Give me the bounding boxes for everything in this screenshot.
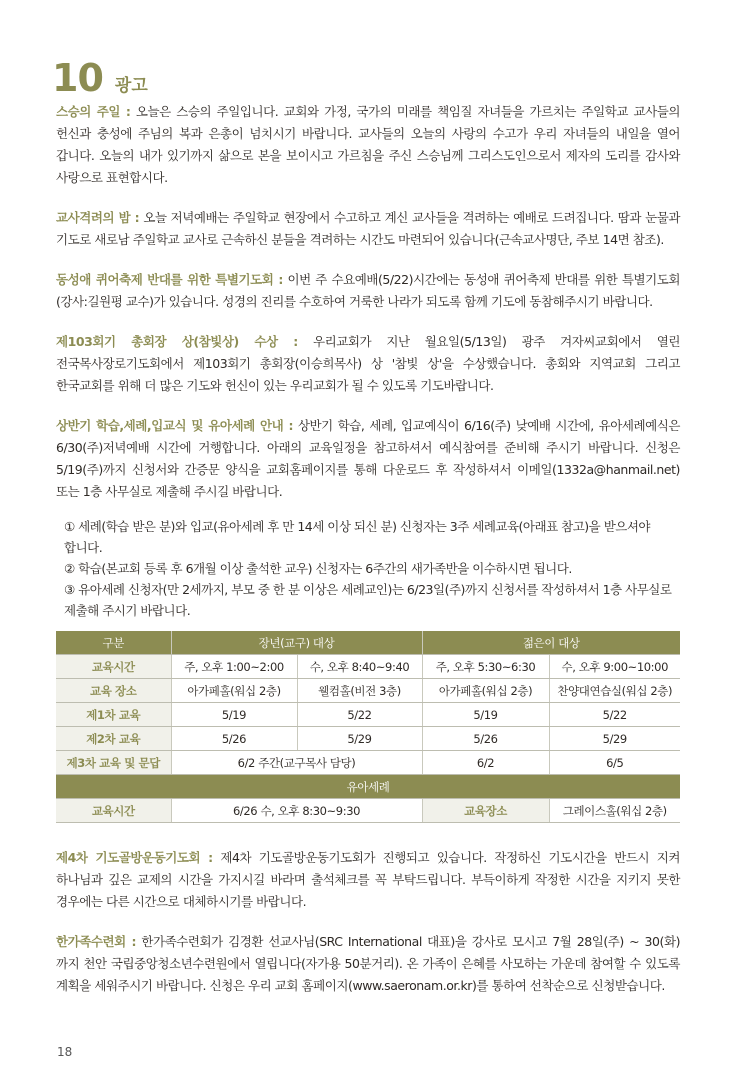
table-cell: 웰컴홀(비전 3층)	[297, 679, 422, 703]
table-row	[56, 655, 680, 679]
table-cell: 6/5	[549, 751, 680, 775]
row-header: 교육시간	[56, 799, 171, 823]
note-item: ① 세례(학습 받은 분)와 입교(유아세례 후 만 14세 이상 되신 분) 신청자는 3주 세례교육(아래표 참고)을 받으셔야 합니다.	[64, 519, 651, 555]
table-cell: 아가페홀(워십 2층)	[171, 679, 297, 703]
table-row	[56, 799, 680, 823]
page-number: 18	[57, 1045, 73, 1059]
section-number: 10	[52, 56, 103, 100]
row-header: 교육장소	[422, 799, 549, 823]
notice-teachers-sunday	[56, 101, 680, 189]
table-row	[56, 703, 680, 727]
table-cell: 5/29	[549, 727, 680, 751]
announcements	[56, 101, 680, 997]
notice-prayer-room	[56, 847, 680, 913]
education-schedule-table	[56, 631, 680, 823]
notice-body: 오늘 저녁예배는 주일학교 현장에서 수고하고 계신 교사들을 격려하는 예배로 드려집니다. 땀과 눈물과 기도로 새로남 주일학교 교사로 근속하신 분들을 격려하는 시간도 마련되어 있습니다(근속교사명단, 주보 14면 참조).	[56, 210, 681, 247]
after-table-notices	[56, 847, 680, 997]
table-cell: 수, 오후 9:00~10:00	[549, 655, 680, 679]
infant-band-row	[56, 775, 680, 799]
table-header-row	[56, 631, 680, 655]
notice-heading: 한가족수련회 :	[56, 934, 137, 949]
notice-heading: 제103회기 총회장 상(참빛상) 수상 :	[56, 334, 298, 349]
table-cell: 아가페홀(워십 2층)	[422, 679, 549, 703]
page-header	[52, 56, 148, 100]
header-cell: 젊은이 대상	[422, 631, 680, 655]
infant-band-label: 유아세례	[56, 775, 680, 799]
row-header: 교육 장소	[56, 679, 171, 703]
table-row	[56, 727, 680, 751]
table-cell: 5/19	[171, 703, 297, 727]
table-cell: 수, 오후 8:40~9:40	[297, 655, 422, 679]
notice-heading: 제4차 기도골방운동기도회 :	[56, 850, 213, 865]
notice-body: 우리교회가 지난 월요일(5/13일) 광주 겨자씨교회에서 열린 전국목사장로기도회에서 제103회기 총회장(이승희목사) 상 '참빛 상'을 수상했습니다. 총회와 지역교회 그리고 한국교회를 위해 더 많은 기도와 헌신이 있는 우리교회가 될 수 있도록 기도바랍니다.	[56, 334, 680, 393]
row-header: 교육시간	[56, 655, 171, 679]
notice-special-prayer	[56, 269, 680, 313]
table-cell: 주, 오후 5:30~6:30	[422, 655, 549, 679]
table-cell: 5/26	[171, 727, 297, 751]
table-cell: 찬양대연습실(워십 2층)	[549, 679, 680, 703]
section-title: 광고	[114, 76, 148, 96]
row-header: 제1차 교육	[56, 703, 171, 727]
table-row	[56, 679, 680, 703]
notice-award	[56, 331, 680, 397]
header-cell: 구분	[56, 631, 171, 655]
table-cell: 6/26 수, 오후 8:30~9:30	[171, 799, 422, 823]
table-cell: 주, 오후 1:00~2:00	[171, 655, 297, 679]
table-cell: 5/22	[297, 703, 422, 727]
row-header: 제2차 교육	[56, 727, 171, 751]
notice-heading: 상반기 학습,세례,입교식 및 유아세례 안내 :	[56, 418, 294, 433]
note-item: ② 학습(본교회 등록 후 6개월 이상 출석한 교우) 신청자는 6주간의 새가족반을 이수하시면 됩니다.	[64, 561, 572, 576]
notice-body: 이번 주 수요예배(5/22)시간에는 동성애 퀴어축제 반대를 위한 특별기도회(강사:길원평 교수)가 있습니다. 성경의 진리를 수호하여 거룩한 나라가 되도록 함께 기도에 동참해주시기 바랍니다.	[56, 272, 681, 309]
table-cell: 그레이스홀(워십 2층)	[549, 799, 680, 823]
baptism-notes	[64, 516, 680, 621]
table-row	[56, 751, 680, 775]
table-cell: 5/29	[297, 727, 422, 751]
notice-heading: 스승의 주일 :	[56, 104, 131, 119]
note-item: ③ 유아세례 신청자(만 2세까지, 부모 중 한 분 이상은 세례교인)는 6/23일(주)까지 신청서를 작성하셔서 1층 사무실로 제출해 주시기 바랍니다.	[64, 582, 672, 618]
table-cell: 5/26	[422, 727, 549, 751]
notice-family-retreat	[56, 931, 680, 997]
table-cell: 6/2 주간(교구목사 담당)	[171, 751, 422, 775]
table-cell: 6/2	[422, 751, 549, 775]
notice-teachers-night	[56, 207, 680, 251]
notice-heading: 동성애 퀴어축제 반대를 위한 특별기도회 :	[56, 272, 283, 287]
notice-body: 한가족수련회가 김경환 선교사님(SRC International 대표)을 강사로 모시고 7월 28일(주) ~ 30(화)까지 천안 국립중앙청소년수련원에서 열립니다(자가용 50분거리). 온 가족이 은혜를 사모하는 가운데 참여할 수 있도록 계획을 세워주시기 바랍니다. 신청은 우리 교회 홈페이지(www.saeronam.or.kr)를 통하여 선착순으로 신청받습니다.	[56, 934, 680, 993]
header-cell: 장년(교구) 대상	[171, 631, 422, 655]
notice-body: 상반기 학습, 세례, 입교예식이 6/16(주) 낮예배 시간에, 유아세례예식은 6/30(주)저녁예배 시간에 거행합니다. 아래의 교육일정을 참고하셔서 예식참여를 준비해 주시기 바랍니다. 신청은 5/19(주)까지 신청서와 간증문 양식을 교회홈페이지를 통해 다운로드 후 작성하셔서 이메일(1332a@hanmail.net) 또는 1층 사무실로 제출해 주시길 바랍니다.	[56, 418, 680, 499]
notice-body: 제4차 기도골방운동기도회가 진행되고 있습니다. 작정하신 기도시간을 반드시 지켜 하나님과 깊은 교제의 시간을 가지시길 바라며 출석체크를 꼭 부탁드립니다. 부득이하게 작정한 시간을 지키지 못한 경우에는 다른 시간으로 대체하시기를 바랍니다.	[56, 850, 680, 909]
table-cell: 5/19	[422, 703, 549, 727]
notice-baptism	[56, 415, 680, 503]
notice-heading: 교사격려의 밤 :	[56, 210, 140, 225]
row-header: 제3차 교육 및 문답	[56, 751, 171, 775]
notice-body: 오늘은 스승의 주일입니다. 교회와 가정, 국가의 미래를 책임질 자녀들을 가르치는 주일학교 교사들의 헌신과 충성에 주님의 복과 은총이 넘치시기 바랍니다. 교사들의 오늘의 사랑의 수고가 우리 자녀들의 내일을 열어 갑니다. 오늘의 내가 있기까지 삶으로 본을 보이시고 가르침을 주신 스승님께 그리스도인으로서 제자의 도리를 감사와 사랑으로 표현합시다.	[56, 104, 680, 185]
table-cell: 5/22	[549, 703, 680, 727]
